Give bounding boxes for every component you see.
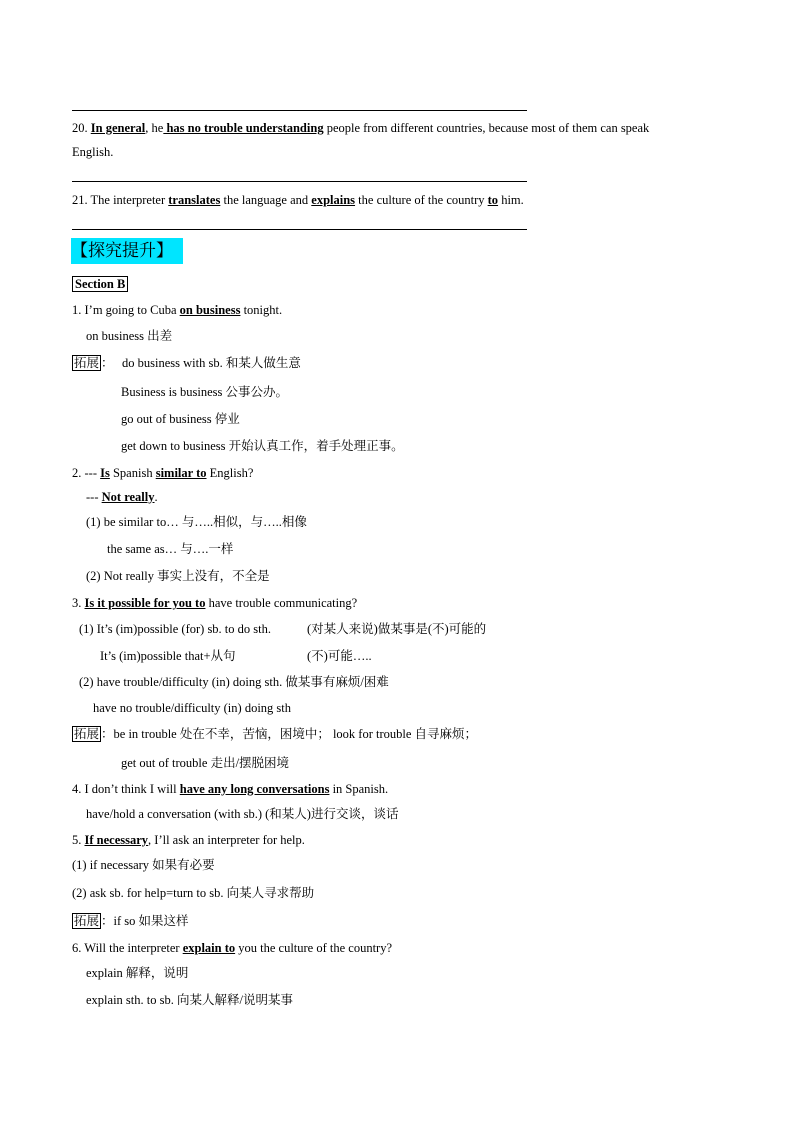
item-2-text-2: Spanish — [109, 466, 156, 480]
item-21-line — [72, 192, 524, 208]
item-2-similar-to: similar to — [155, 466, 207, 480]
item-21-text: 21. The interpreter — [72, 193, 169, 207]
item-20-line2: English. — [72, 145, 114, 159]
item-3-phrase: Is it possible for you to — [84, 596, 206, 610]
item-1-extension — [72, 355, 114, 371]
extension-label: 拓展 — [74, 356, 100, 370]
item-2-period: . — [154, 490, 158, 504]
item-5-text-end: , I’ll ask an interpreter for help. — [148, 833, 305, 847]
answer-line-20 — [72, 181, 527, 182]
item-1-ext-4: get down to business 开始认真工作，着手处理正事。 — [121, 439, 404, 453]
extension-colon: ： — [101, 727, 114, 741]
item-2-note-2: the same as… 与….一样 — [107, 542, 234, 556]
item-5-phrase: If necessary — [84, 833, 149, 847]
item-3-ext-2: get out of trouble 走出/摆脱困境 — [121, 756, 290, 770]
section-b-label — [72, 276, 128, 292]
item-3-note-1b: (对某人来说)做某事是(不)可能的 — [307, 622, 487, 636]
item-5-note-1: (1) if necessary 如果有必要 — [72, 858, 215, 872]
answer-line-21 — [72, 229, 527, 230]
item-20-phrase-no-trouble: has no trouble understanding — [163, 121, 324, 135]
item-1-note: on business 出差 — [86, 329, 173, 343]
item-3-note-1a: (1) It’s (im)possible (for) sb. to do sth. — [79, 622, 271, 636]
item-3-text-end: have trouble communicating? — [205, 596, 358, 610]
extension-label: 拓展 — [74, 727, 100, 741]
item-6-text: 6. Will the interpreter — [72, 941, 183, 955]
item-20-text-rest: people from different countries, because most of them can speak — [323, 121, 650, 135]
item-1-ext-3: go out of business 停业 — [121, 412, 240, 426]
item-21-text-3: the culture of the country — [355, 193, 488, 207]
item-6-question — [72, 940, 392, 956]
item-21-text-2: the language and — [220, 193, 312, 207]
item-1-ext-2: Business is business 公事公办。 — [121, 385, 289, 399]
item-1-text: 1. I’m going to Cuba — [72, 303, 180, 317]
extension-colon: ： — [101, 356, 114, 370]
item-3-ext-1: be in trouble 处在不幸，苦恼，困境中； look for trouble 自寻麻烦； — [113, 727, 478, 741]
item-3-note-2a: It’s (im)possible that+从句 — [100, 649, 236, 663]
item-6-note-2: explain sth. to sb. 向某人解释/说明某事 — [86, 993, 293, 1007]
item-4-sentence — [72, 781, 388, 797]
item-1-phrase: on business — [179, 303, 241, 317]
item-4-text-end: in Spanish. — [329, 782, 389, 796]
item-2-not-really: Not really — [101, 490, 155, 504]
item-21-phrase-translates: translates — [168, 193, 221, 207]
item-5-note-2: (2) ask sb. for help=turn to sb. 向某人寻求帮助 — [72, 886, 315, 900]
item-3-note-4: have no trouble/difficulty (in) doing sth — [93, 701, 291, 715]
item-4-text: 4. I don’t think I will — [72, 782, 180, 796]
item-2-text-3: English? — [206, 466, 254, 480]
item-21-phrase-to: to — [487, 193, 499, 207]
item-2-question — [72, 465, 253, 481]
extension-colon: ： — [101, 914, 114, 928]
item-20-line1 — [72, 120, 649, 136]
item-5-sentence — [72, 832, 305, 848]
item-6-phrase: explain to — [182, 941, 236, 955]
item-4-phrase: have any long conversations — [179, 782, 330, 796]
item-5-extension — [72, 913, 189, 929]
item-5-text: 5. — [72, 833, 85, 847]
item-3-text: 3. — [72, 596, 85, 610]
item-6-note-1: explain 解释，说明 — [86, 966, 189, 980]
item-6-text-end: you the culture of the country? — [235, 941, 393, 955]
answer-line-19 — [72, 110, 527, 111]
item-20-phrase-in-general: In general — [90, 121, 146, 135]
extension-label: 拓展 — [74, 914, 100, 928]
item-5-ext-1: if so 如果这样 — [113, 914, 189, 928]
section-b-title: Section B — [72, 276, 128, 292]
item-1-text-end: tonight. — [240, 303, 283, 317]
item-2-dash: --- — [86, 490, 102, 504]
item-2-note-3: (2) Not really 事实上没有，不全是 — [86, 569, 270, 583]
item-3-extension — [72, 726, 477, 742]
item-2-note-1: (1) be similar to… 与…..相似，与…..相像 — [86, 515, 307, 529]
item-21-text-4: him. — [498, 193, 524, 207]
item-1-ext-1: do business with sb. 和某人做生意 — [122, 356, 301, 370]
item-20-number: 20. — [72, 121, 91, 135]
item-1-sentence — [72, 302, 282, 318]
item-21-phrase-explains: explains — [311, 193, 356, 207]
item-4-note: have/hold a conversation (with sb.) (和某人)进行交谈，谈话 — [86, 807, 399, 821]
item-3-note-2b: (不)可能….. — [307, 649, 372, 663]
item-2-answer — [86, 489, 158, 505]
item-2-is: Is — [100, 466, 110, 480]
item-2-text: 2. --- — [72, 466, 101, 480]
item-20-text: , he — [145, 121, 164, 135]
item-3-question — [72, 595, 357, 611]
section-heading: 【探究提升】 — [71, 238, 183, 264]
item-3-note-3: (2) have trouble/difficulty (in) doing sth. 做某事有麻烦/困难 — [79, 675, 389, 689]
